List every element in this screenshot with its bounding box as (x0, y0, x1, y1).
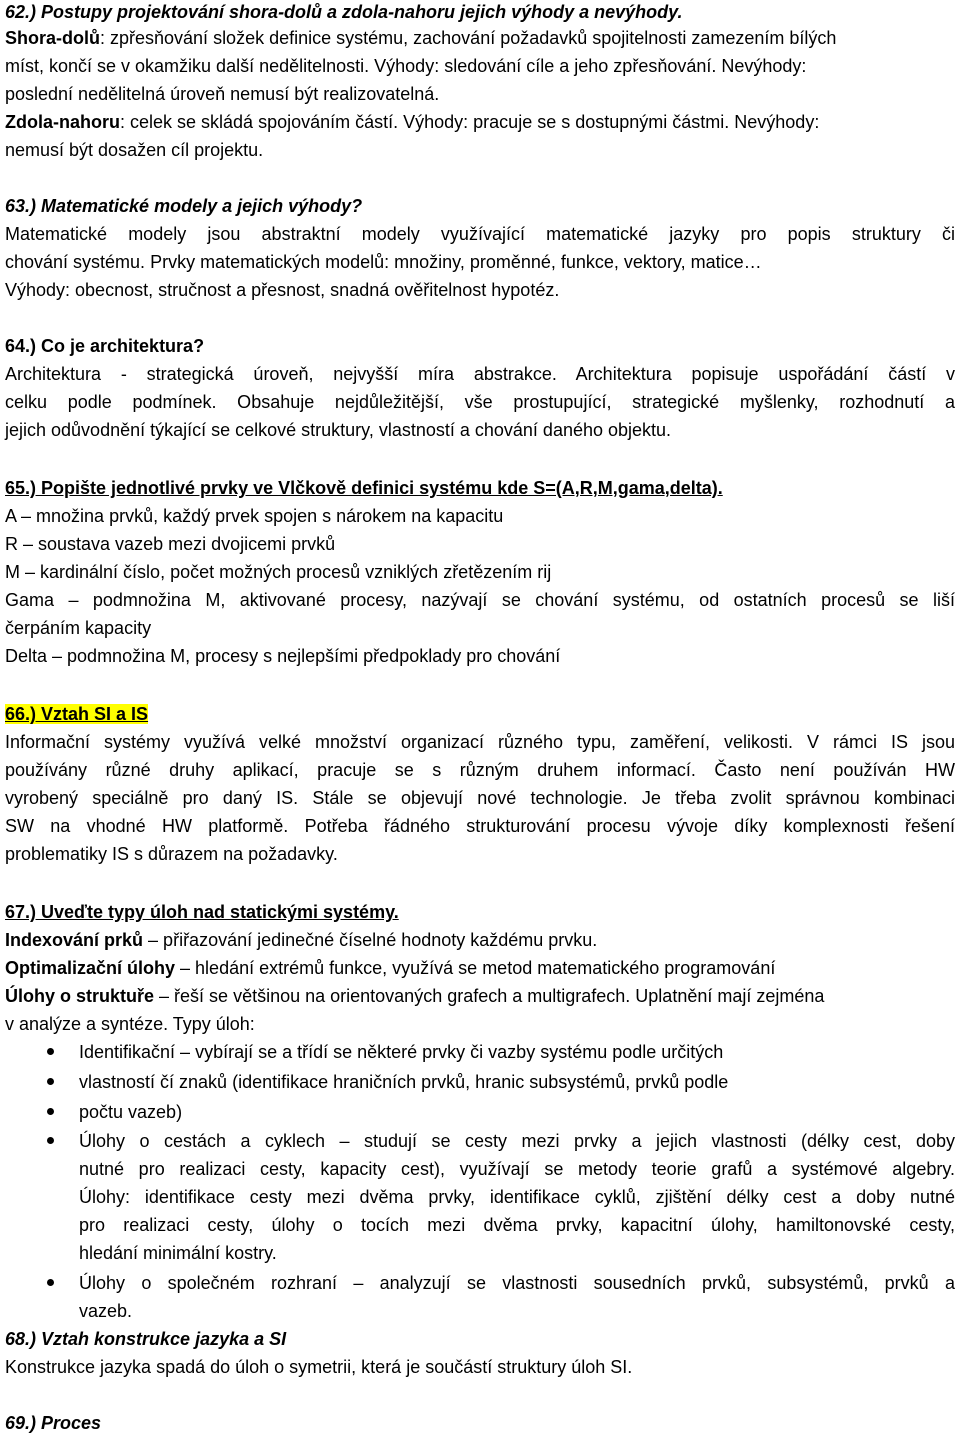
q67-para-2-text: – hledání extrémů funkce, využívá se metod matematického programování (175, 958, 776, 978)
q62-line-4-text: : celek se skládá spojováním částí. Výhody: pracuje se s dostupnými částmi. Nevýhody: (120, 112, 820, 132)
q62-line-5: nemusí být dosažen cíl projektu. (5, 140, 264, 160)
q67-bullet-4-line-4: pro realizaci cesty, úlohy o tocích mezi dvěma prvky, kapacitní úlohy, hamiltonovské cesty, (79, 1215, 955, 1235)
q64-line-2: celku podle podmínek. Obsahuje nejdůležitější, vše prostupující, strategické myšlenky, rozhodnutí a (5, 392, 955, 412)
q66-title (5, 702, 148, 726)
q66-line-1: Informační systémy využívá velké množství organizací různého typu, zaměření, velikosti. V rámci IS jsou (5, 732, 955, 752)
q67-bullet-4-line-5: hledání minimální kostry. (79, 1243, 277, 1263)
bullet-icon (47, 1048, 54, 1055)
q67-para-2 (5, 956, 775, 980)
q63-line-3: Výhody: obecnost, stručnost a přesnost, snadná ověřitelnost hypotéz. (5, 280, 560, 300)
q65-line-6: Delta – podmnožina M, procesy s nejlepšími předpoklady pro chování (5, 646, 561, 666)
q66-line-3: vyrobený speciálně pro daný IS. Stále se objevují nové technologie. Je třeba zvolit správnou kombinaci (5, 788, 955, 808)
q67-para-3 (5, 984, 824, 1008)
q64-title: 64.) Co je architektura? (5, 336, 205, 356)
q65-line-3: M – kardinální číslo, počet možných procesů vzniklých zřetězením rij (5, 562, 552, 582)
q62-line-1 (5, 26, 836, 50)
q67-para-1-text: – přiřazování jedinečné číselné hodnoty každému prvku. (143, 930, 598, 950)
q65-line-1: A – množina prvků, každý prvek spojen s nárokem na kapacitu (5, 506, 504, 526)
q67-bullet-2: vlastností čí znaků (identifikace hraničních prvků, hranic subsystémů, prvků podle (79, 1072, 729, 1092)
q65-title: 65.) Popište jednotlivé prvky ve Vlčkově definici systému kde S=(A,R,M,gama,delta). (5, 478, 723, 498)
q64-line-1: Architektura - strategická úroveň, nejvyšší míra abstrakce. Architektura popisuje uspořádání částí v (5, 364, 955, 384)
q62-title: 62.) Postupy projektování shora-dolů a zdola-nahoru jejich výhody a nevýhody. (5, 2, 683, 22)
q68-title: 68.) Vztah konstrukce jazyka a SI (5, 1329, 287, 1349)
q66-title-highlight: 66.) Vztah SI a IS (5, 704, 149, 724)
q67-bullet-4-line-3: Úlohy: identifikace cesty mezi dvěma prvky, identifikace cyklů, zjištění délky cest a doby nutné (79, 1187, 955, 1207)
q69-title: 69.) Proces (5, 1413, 102, 1433)
q67-title: 67.) Uveďte typy úloh nad statickými systémy. (5, 902, 399, 922)
q67-bullet-4-line-2: nutné pro realizaci cesty, kapacity cest), využívají se metody teorie grafů a systémové algebry. (79, 1159, 955, 1179)
q67-para-3-line-2: v analýze a syntéze. Typy úloh: (5, 1014, 255, 1034)
q67-term-optimization: Optimalizační úlohy (5, 958, 176, 978)
q68-line-1: Konstrukce jazyka spadá do úloh o symetrii, která je součástí struktury úloh SI. (5, 1357, 633, 1377)
q67-bullet-5-line-2: vazeb. (79, 1301, 133, 1321)
q62-line-3: poslední nedělitelná úroveň nemusí být realizovatelná. (5, 84, 440, 104)
q67-para-1 (5, 928, 597, 952)
q67-bullet-5-line-1: Úlohy o společném rozhraní – analyzují se vlastnosti sousedních prvků, subsystémů, prvků a (79, 1273, 955, 1293)
q62-line-1-text: : zpřesňování složek definice systému, zachování požadavků spojitelnosti zamezením bílých (100, 28, 837, 48)
q67-para-3-text: – řeší se většinou na orientovaných grafech a multigrafech. Uplatnění mají zejména (154, 986, 825, 1006)
q65-line-5: čerpáním kapacity (5, 618, 152, 638)
q63-line-1: Matematické modely jsou abstraktní modely využívající matematické jazyky pro popis struktury či (5, 224, 955, 244)
q62-line-4 (5, 110, 819, 134)
bullet-icon (47, 1279, 54, 1286)
q64-line-3: jejich odůvodnění týkající se celkové struktury, vlastností a chování daného objektu. (5, 420, 672, 440)
q63-title: 63.) Matematické modely a jejich výhody? (5, 196, 363, 216)
q67-term-indexing: Indexování prků (5, 930, 144, 950)
q67-term-structure: Úlohy o struktuře (5, 986, 155, 1006)
q66-line-2: používány různé druhy aplikací, pracuje se s různým druhem informací. Často není používán HW (5, 760, 955, 780)
q65-line-2: R – soustava vazeb mezi dvojicemi prvků (5, 534, 336, 554)
q65-line-4: Gama – podmnožina M, aktivované procesy, nazývají se chování systému, od ostatních procesů se liší (5, 590, 955, 610)
q66-line-4: SW na vhodné HW platformě. Potřeba řádného strukturování procesu vývoje díky komplexnosti řešení (5, 816, 955, 836)
bullet-icon (47, 1137, 54, 1144)
q63-line-2: chování systému. Prvky matematických modelů: množiny, proměnné, funkce, vektory, matice… (5, 252, 762, 272)
bullet-icon (47, 1108, 54, 1115)
q62-line-2: míst, končí se v okamžiku další nedělitelnosti. Výhody: sledování cíle a jeho zpřesňování. Nevýhody: (5, 56, 807, 76)
q62-term-bottom-up: Zdola-nahoru (5, 112, 120, 132)
q66-line-5: problematiky IS s důrazem na požadavky. (5, 844, 338, 864)
q62-term-top-down: Shora-dolů (5, 28, 100, 48)
q67-bullet-1: Identifikační – vybírají se a třídí se některé prvky či vazby systému podle určitých (79, 1042, 724, 1062)
q67-bullet-4-line-1: Úlohy o cestách a cyklech – studují se cesty mezi prvky a jejich vlastnosti (délky cest, doby (79, 1131, 955, 1151)
q67-bullet-3: počtu vazeb) (79, 1102, 183, 1122)
bullet-icon (47, 1078, 54, 1085)
